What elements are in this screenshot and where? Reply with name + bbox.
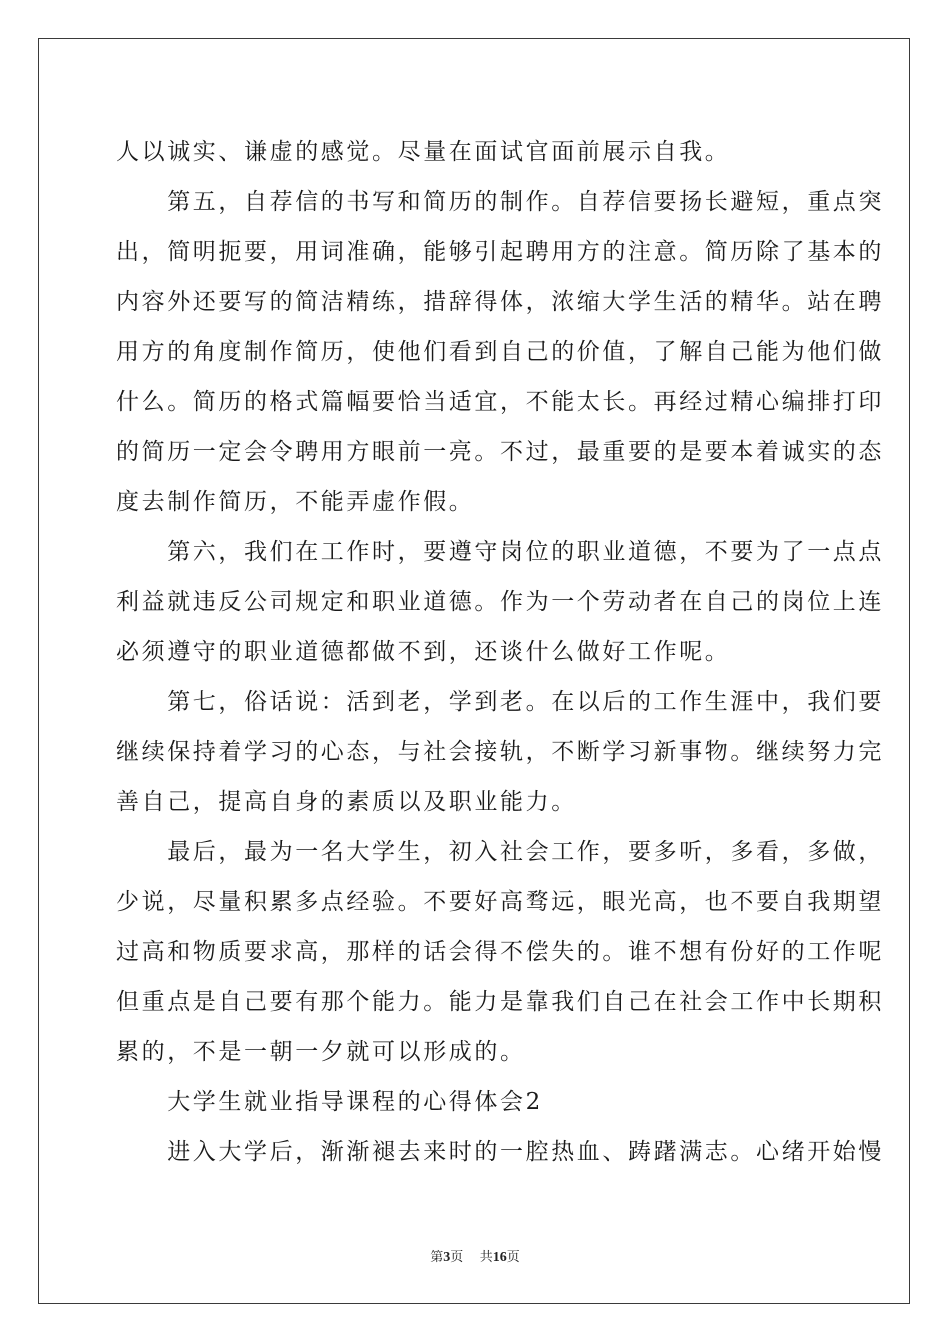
text-line: 内容外还要写的简洁精练，措辞得体，浓缩大学生活的精华。站在聘 (116, 289, 884, 315)
text-line: 出，简明扼要，用词准确，能够引起聘用方的注意。简历除了基本的 (116, 239, 884, 265)
text-line: 最后，最为一名大学生，初入社会工作，要多听，多看，多做， (116, 839, 884, 865)
total-pages: 16 (492, 1250, 507, 1265)
total-prefix: 共 (479, 1250, 493, 1265)
text-line: 第七，俗话说：活到老，学到老。在以后的工作生涯中，我们要 (116, 689, 884, 715)
text-line: 利益就违反公司规定和职业道德。作为一个劳动者在自己的岗位上连 (116, 589, 884, 615)
text-line: 的简历一定会令聘用方眼前一亮。不过，最重要的是要本着诚实的态 (116, 439, 884, 465)
text-line: 累的，不是一朝一夕就可以形成的。 (116, 1039, 526, 1065)
text-line: 用方的角度制作简历，使他们看到自己的价值，了解自己能为他们做 (116, 339, 884, 365)
text-line: 第六，我们在工作时，要遵守岗位的职业道德，不要为了一点点 (116, 539, 884, 565)
section-heading: 大学生就业指导课程的心得体会2 (116, 1089, 543, 1115)
text-line: 善自己，提高自身的素质以及职业能力。 (116, 789, 577, 815)
text-line: 过高和物质要求高，那样的话会得不偿失的。谁不想有份好的工作呢 (116, 939, 884, 965)
text-line: 继续保持着学习的心态，与社会接轨，不断学习新事物。继续努力完 (116, 739, 884, 765)
page-suffix: 页 (450, 1250, 464, 1265)
page-prefix: 第 (430, 1250, 444, 1265)
text-line: 人以诚实、谦虚的感觉。尽量在面试官面前展示自我。 (116, 139, 731, 165)
text-line: 第五，自荐信的书写和简历的制作。自荐信要扬长避短，重点突 (116, 189, 884, 215)
text-line: 但重点是自己要有那个能力。能力是靠我们自己在社会工作中长期积 (116, 989, 884, 1015)
text-line: 少说，尽量积累多点经验。不要好高骛远，眼光高，也不要自我期望 (116, 889, 884, 915)
text-line: 度去制作简历，不能弄虚作假。 (116, 489, 475, 515)
page-footer (0, 1246, 950, 1266)
total-suffix: 页 (506, 1250, 520, 1265)
text-line: 什么。简历的格式篇幅要恰当适宜，不能太长。再经过精心编排打印 (116, 389, 884, 415)
page-number: 3 (443, 1250, 451, 1265)
text-line: 必须遵守的职业道德都做不到，还谈什么做好工作呢。 (116, 639, 731, 665)
text-line: 进入大学后，渐渐褪去来时的一腔热血、踌躇满志。心绪开始慢 (116, 1139, 884, 1165)
